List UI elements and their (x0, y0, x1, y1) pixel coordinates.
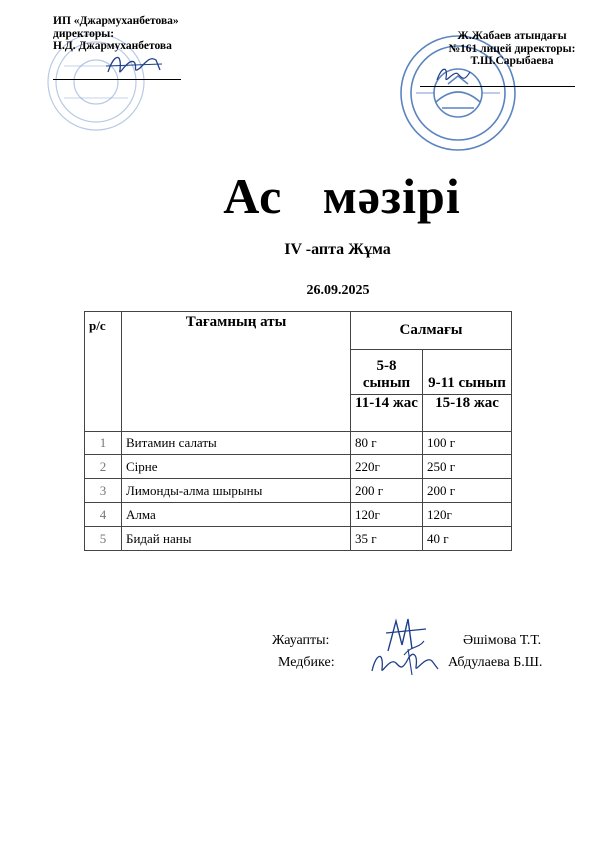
row-weight-group2: 100 г (423, 432, 512, 455)
row-number: 2 (85, 455, 122, 479)
row-weight-group2: 250 г (423, 455, 512, 479)
header-left-line1: ИП «Джармуханбетова» (53, 15, 179, 27)
header-left-line2: директоры: (53, 27, 115, 40)
row-dish: Бидай наны (122, 527, 351, 551)
nurse-label: Медбике: (278, 655, 335, 670)
responsible-name: Әшімова Т.Т. (463, 633, 542, 648)
table-row (85, 455, 512, 479)
nurse-name: Абдулаева Б.Ш. (448, 655, 543, 670)
table-row (85, 527, 512, 551)
header-right-line2: №161 лицей директоры: (448, 42, 576, 55)
row-number: 1 (85, 432, 122, 455)
row-weight-group2: 200 г (423, 479, 512, 503)
row-dish: Витамин салаты (122, 432, 351, 455)
col-header-dish-name: Тағамның аты (122, 312, 351, 432)
table-row (85, 503, 512, 527)
col-header-weight: Салмағы (351, 312, 512, 350)
header-left-line3: Н.Д. Джармуханбетова (53, 40, 172, 52)
row-weight-group1: 220г (351, 455, 423, 479)
col-header-group1-age: 11-14 жас (351, 395, 423, 432)
row-number: 4 (85, 503, 122, 527)
week-day-subtitle: IV -апта Жұма (284, 241, 391, 258)
col-header-number: р/с (85, 312, 122, 432)
row-weight-group1: 200 г (351, 479, 423, 503)
menu-date: 26.09.2025 (306, 283, 370, 298)
row-weight-group1: 35 г (351, 527, 423, 551)
row-weight-group1: 80 г (351, 432, 423, 455)
col-header-group1-classes: 5-8 сынып (351, 350, 423, 395)
header-left-signature (104, 48, 164, 80)
row-number: 3 (85, 479, 122, 503)
menu-table (84, 311, 512, 551)
row-dish: Алма (122, 503, 351, 527)
row-weight-group2: 120г (423, 503, 512, 527)
header-left-approval (53, 15, 179, 53)
row-number: 5 (85, 527, 122, 551)
header-right-line3: Т.Ш.Сарыбаева (470, 55, 554, 67)
nurse-signature (368, 645, 444, 679)
responsible-label: Жауапты: (272, 633, 330, 648)
table-row (85, 479, 512, 503)
col-header-group2-classes: 9-11 сынып (423, 350, 512, 395)
row-dish: Сірне (122, 455, 351, 479)
table-row (85, 432, 512, 455)
row-weight-group1: 120г (351, 503, 423, 527)
header-right-signature (434, 62, 474, 88)
page-title: Ас мәзірі (223, 168, 461, 224)
header-right-line1: Ж.Жабаев атындағы (457, 30, 567, 42)
row-dish: Лимонды-алма шырыны (122, 479, 351, 503)
col-header-group2-age: 15-18 жас (423, 395, 512, 432)
row-weight-group2: 40 г (423, 527, 512, 551)
table-header-row (85, 312, 512, 350)
